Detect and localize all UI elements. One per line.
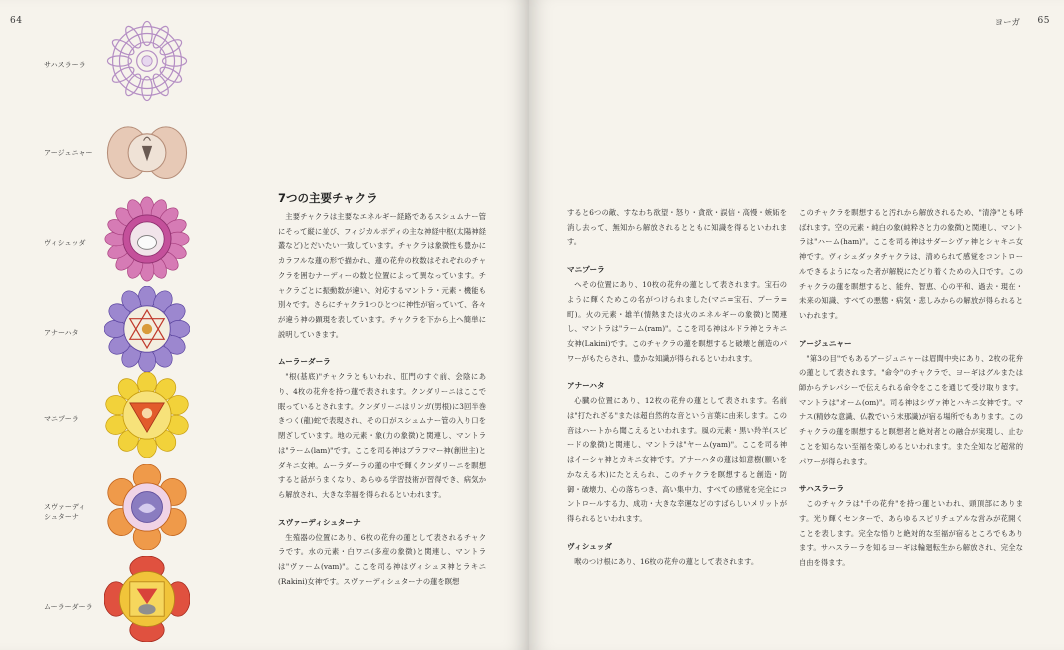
chakra-row-manipura (0, 372, 210, 452)
chakra-label-vishuddha: ヴィシュッダ (44, 239, 86, 247)
heading-manipura: マニプーラ (567, 265, 605, 275)
manipura-lotus-icon (104, 372, 190, 458)
chakra-label-anahata: アナーハタ (44, 329, 79, 337)
sahasrara-lotus-icon (104, 18, 190, 104)
sahasrara-paragraph: このチャクラは"千の花弁"を持つ蓮といわれ、頭頂部にあります。光り輝くセンターで、あらゆるスピリチュアルな営みが花開くことを表します。完全な悟りと絶対的な至福が宿るところでもあります。サハスラーラを知るヨーギは輪廻転生から解放され、完全な自由を得ます。 (799, 499, 1023, 568)
chakra-row-vishuddha (0, 194, 210, 274)
svadhishthana-lotus-icon (104, 464, 190, 550)
anahata-paragraph: 心臓の位置にあり、12枚の花弁の蓮として表されます。名前は"打たれざる"または超自然的な音という言葉に由来します。この音はハートから聞こえるといわれます。風の元素・黒い羚羊(スピードの象徴)と関連し、マントラは"ヤーム(yam)"。ここを司る神はイーシャ神とカキニ女神です。アナーハタの蓮は如意樹(願いをかなえる木)にたとえられ、このチャクラを瞑想すると創造・防御・破壊力、心の落ちつき、高い集中力、すべての感覚を完全にコントロールする力、成功・大きな幸運などのすばらしいメリットが得られるといわれます。 (567, 396, 787, 523)
right-text-column-2 (799, 206, 1023, 571)
vishuddha-paragraph: 喉のつけ根にあり、16枚の花弁の蓮として表されます。 (574, 556, 759, 566)
running-head: ヨーガ (994, 18, 1020, 28)
chakra-label-ajna: アージュニャー (44, 149, 93, 157)
chakra-label-svadhishthana: スヴァーディ シュターナ (44, 503, 86, 521)
anahata-lotus-icon (104, 286, 190, 372)
vishuddha-continued-paragraph: このチャクラを瞑想すると汚れから解放されるため、"清浄"とも呼ばれます。空の元素・純白の象(純粋さと力の象徴)と関連し、マントラは"ハーム(ham)"。ここを司る神はサダーシヴァ神とシャキニ女神です。ヴィシュダッタチャクラは、清められて感覚をコントロールできるようになった者が解脱にたどり着くための入口です。このチャクラの蓮を瞑想すると、能弁、智恵、心の平和、過去・現在・未来の知識、すべての悪態・病気・悲しみからの解放が得られるといわれます。 (799, 208, 1024, 320)
ajna-lotus-icon (104, 108, 190, 194)
right-page (529, 0, 1064, 650)
manipura-paragraph: へその位置にあり、10枚の花弁の蓮として表されます。宝石のように輝くためこの名がつけられました(マニ=宝石、プーラ=町)。火の元素・雄羊(情熱または火のエネルギーの象徴)と関連し、マントラは"ラーム(ram)"。ここを司る神はルドラ神とラキニ女神(Lakini)です。このチャクラの蓮を瞑想すると破壊と創造のパワーがもたらされ、豊かな知識が得られるといわれます。 (567, 280, 787, 363)
muladhara-paragraph: "根(基底)"チャクラともいわれ、肛門のすぐ前、会陰にあり、4枚の花弁を持つ蓮で表されます。クンダリーニはここで眠っているとされます。クンダリーニはリンガ(男根)に3回半巻きつく(龍)蛇で表現され、その口がスシュムナー管の入り口を閉ざしています。地の元素・象(力の象徴)と関連し、マントラは"ラーム(lam)"です。ここを司る神はブラフマー神(創世主)とダキニ女神。ムーラダーラの蓮の中で輝くクンダリーニを瞑想すると話がうまくなり、あらゆる学習技術が習得でき、病気から解放され、大きな幸福を得られるといわれます。 (278, 372, 486, 499)
heading-muladhara: ムーラーダーラ (278, 357, 331, 367)
heading-sahasrara: サハスラーラ (799, 484, 845, 494)
chakra-row-ajna (0, 102, 210, 182)
chakra-row-muladhara (0, 552, 210, 632)
heading-anahata: アナーハタ (567, 381, 605, 391)
chakra-row-anahata (0, 282, 210, 362)
heading-svadhishthana: スヴァーディシュターナ (278, 517, 361, 527)
chakra-label-manipura: マニプーラ (44, 415, 79, 423)
chakra-label-muladhara: ムーラーダーラ (44, 603, 93, 611)
continued-paragraph: すると6つの敵、すなわち欲望・怒り・貪欲・誤信・高慢・嫉妬を消し去って、無知から解放されるとともに知識を得るといわれます。 (567, 208, 787, 247)
vishuddha-lotus-icon (104, 196, 190, 282)
left-text-column (278, 190, 486, 589)
page-number-left: 64 (10, 16, 23, 26)
left-page (0, 0, 529, 650)
page-title: 7つの主要チャクラ (278, 191, 378, 205)
ajna-paragraph: "第3の目"でもあるアージュニャーは眉間中央にあり、2枚の花弁の蓮として表されます。"命令"のチャクラで、ヨーギはグルまたは師からテレパシーで伝えられる命令をここを通じて受け取ります。マントラは"オーム(om)"。司る神はシヴァ神とハキニ女神です。マナス(精妙な意識、仏教でいう末那識)が宿る場所でもあります。このチャクラの蓮を瞑想すると瞑想者と絶対者との融合が実現し、止むことを知らない至福を楽しめるといわれます。また全知など超常的パワーが得られます。 (799, 353, 1023, 466)
chakra-row-sahasrara (0, 18, 210, 98)
heading-ajna: アージュニャー (799, 338, 852, 348)
svadhishthana-paragraph: 生殖器の位置にあり、6枚の花弁の蓮として表されるチャクラです。水の元素・白ワニ(多産の象徴)と関連し、マントラは"ヴァーム(vam)"。ここを司る神はヴィシュヌ神とラキニ(Rakini)女神です。スヴァーディシュターナの蓮を瞑想 (278, 532, 486, 586)
intro-paragraph: 主要チャクラは主要なエネルギー経路であるスシュムナー管にそって縦に並び、フィジカルボディの主な神経中枢(太陽神経叢など)とだいたい一致しています。チャクラは象徴性も豊かにカラフルな蓮の形で描かれ、蓮の花弁の枚数はそれぞれのチャクラを囲むナーディーの数と位置によって異なっています。チャクラごとに振動数が違い、対応するマントラ・元素・機能も別々です。さらにチャクラ1つひとつに神性が宿っていて、各々が違う神の顕現を表しています。チャクラを下から上へ簡単に説明していきます。 (278, 212, 486, 339)
page-number-right: 65 (1037, 16, 1050, 26)
chakra-label-sahasrara: サハスラーラ (44, 61, 86, 69)
heading-vishuddha: ヴィシュッダ (567, 541, 612, 551)
chakra-row-svadhishthana (0, 462, 210, 542)
right-text-column-1 (567, 206, 787, 569)
muladhara-lotus-icon (104, 556, 190, 642)
